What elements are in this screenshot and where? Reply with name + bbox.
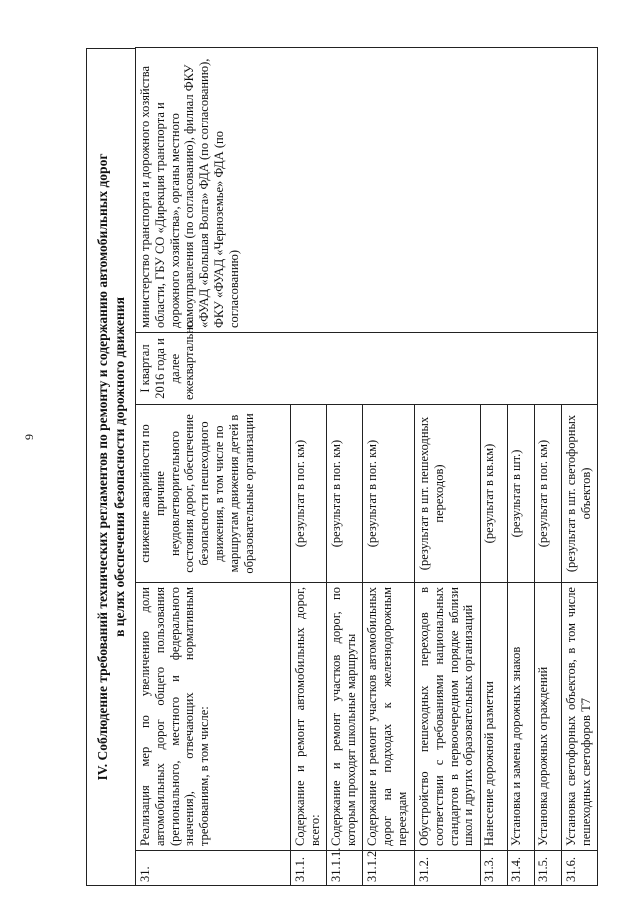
measure-name: Реализация мер по увеличению доли автомобильных дорог общего пользования (регионального, местного и федерального значения), отвечающих нормативным требованиям, в том числе: [136, 583, 291, 851]
expected-result: (результат в шт. светофорных объектов) [562, 405, 598, 583]
measure-name: Установка и замена дорожных знаков [508, 583, 535, 851]
expected-result: (результат в пог. км) [535, 405, 562, 583]
row-number: 31.5. [535, 851, 562, 886]
expected-result: (результат в шт. пешеходных переходов) [415, 405, 481, 583]
rotated-document [86, 48, 593, 886]
row-number: 31.1. [291, 851, 327, 886]
row-number: 31.1.2 [363, 851, 415, 886]
measure-name: Обустройство пешеходных переходов в соответствии с требованиями национальных стандартов в первоочередном порядке вблизи школ и других образовательных организаций [415, 583, 481, 851]
expected-result: (результат в кв.км) [481, 405, 508, 583]
section-title-line2: в целях обеспечения безопасности дорожного движения [112, 297, 127, 637]
expected-result: (результат в пог. км) [291, 405, 327, 583]
table-row [136, 48, 291, 886]
term-cell: I квартал 2016 года и далее ежеквартально [136, 333, 598, 405]
measure-name: Установка дорожных ограждений [535, 583, 562, 851]
executors-cell: министерство транспорта и дорожного хозяйства области, ГБУ СО «Дирекция транспорта и дорожного хозяйства», органы местного самоуправления (по согласованию), филиал ФКУ «ФУАД «Большая Волга» ФДА (по согласованию), ФКУ «ФУАД «Черноземье» ФДА (по согласованию) [136, 48, 598, 333]
measure-name: Содержание и ремонт участков автомобильных дорог на подходах к железнодорожным переездам [363, 583, 415, 851]
expected-result: (результат в пог. км) [327, 405, 363, 583]
measure-name: Нанесение дорожной разметки [481, 583, 508, 851]
section-heading [86, 48, 135, 886]
measure-name: Установка светофорных объектов, в том числе пешеходных светофоров Т7 [562, 583, 598, 851]
expected-result: (результат в шт.) [508, 405, 535, 583]
section-title-line1: IV. Соблюдение требований технических регламентов по ремонту и содержанию автомобильных дорог [95, 153, 110, 781]
measures-table [135, 47, 598, 886]
page-number: 9 [22, 434, 36, 440]
expected-result: (результат в пог. км) [363, 405, 415, 583]
row-number: 31.6. [562, 851, 598, 886]
expected-result: снижение аварийности по причине неудовлетворительного состояния дорог, обеспечение безопасности пешеходного движения, в том числе по маршрутам движения детей в образовательные организации [136, 405, 291, 583]
row-number: 31.1.1. [327, 851, 363, 886]
row-number: 31. [136, 851, 291, 886]
row-number: 31.3. [481, 851, 508, 886]
measure-name: Содержание и ремонт участков дорог, по которым проходят школьные маршруты [327, 583, 363, 851]
row-number: 31.2. [415, 851, 481, 886]
measure-name: Содержание и ремонт автомобильных дорог, всего: [291, 583, 327, 851]
row-number: 31.4. [508, 851, 535, 886]
